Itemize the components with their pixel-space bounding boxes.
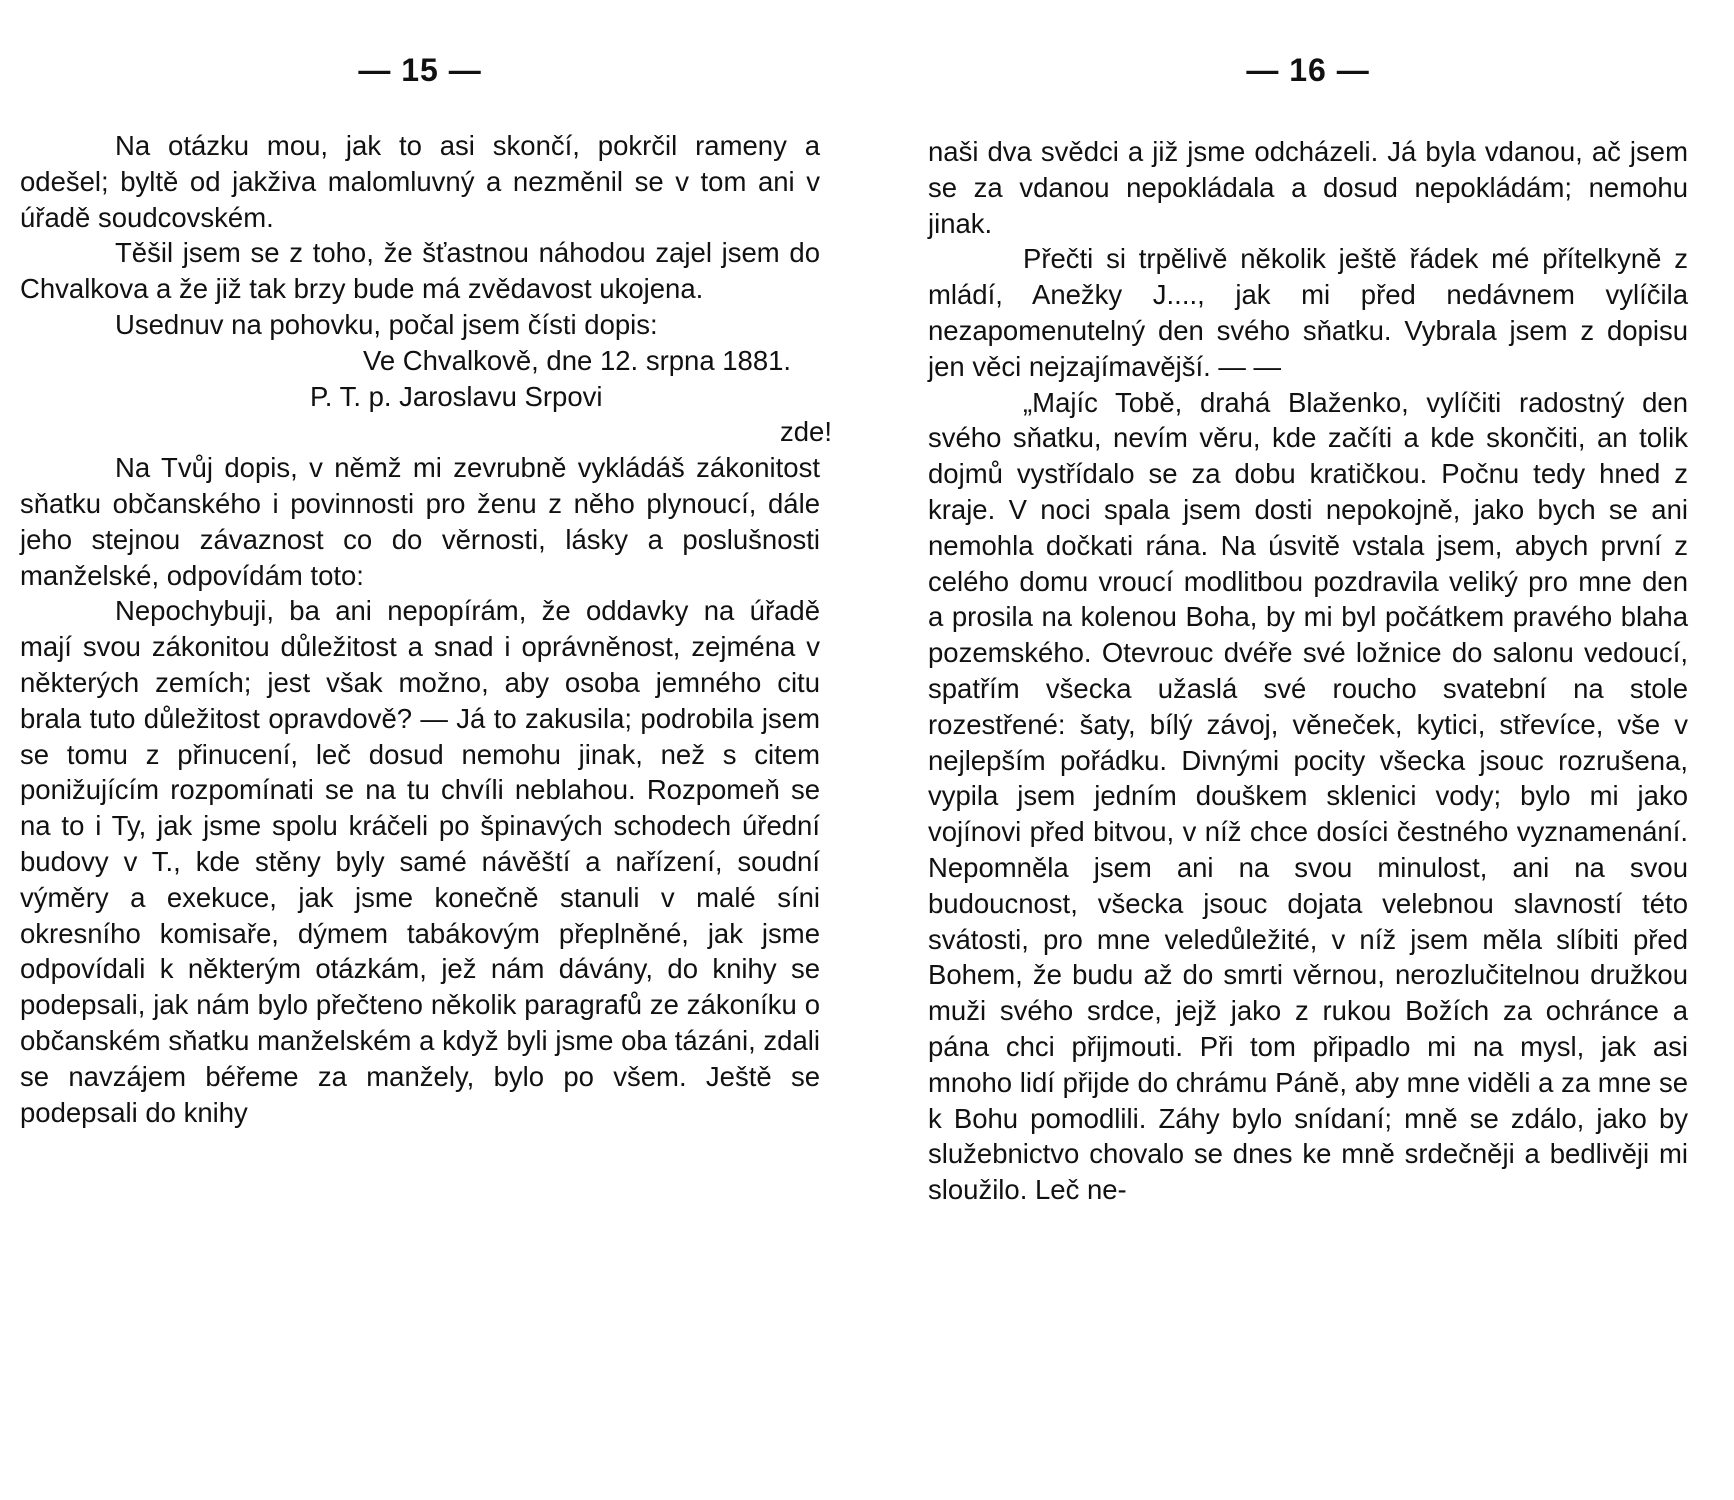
paragraph: Těšil jsem se z toho, že šťastnou náhodou zajel jsem do Chvalkova a že již tak brzy bude má zvědavost ukojena. [20, 237, 820, 305]
right-page [928, 0, 1688, 1500]
left-page-body [20, 128, 832, 1130]
paragraph: Usednuv na pohovku, počal jsem čísti dopis: [115, 308, 658, 340]
paragraph: „Majíc Tobě, drahá Blaženko, vylíčiti radostný den svého sňatku, nevím věru, kde začíti a kde skončiti, an tolik dojmů vystřídalo se za dobu kratičkou. Počnu tedy hned z kraje. V noci spala jsem dosti nepokojně, jako bych se ani nemohla dočkati rána. Na úsvitě vstala jsem, abych první z celého domu vroucí modlitbou pozdravila veliký pro mne den a prosila na kolenou Boha, by mi byl počátkem pravého blaha pozemského. Otevrouc dvéře své ložnice do salonu vedoucí, spatřím všecka užaslá své roucho svatební na stole rozestřené: šaty, bílý závoj, věneček, kytici, střevíce, vše v nejlepším pořádku. Divnými pocity všecka jsouc rozrušena, vypila jsem jedním douškem sklenici vody; bylo mi jako vojínovi před bitvou, v níž chce dosíci čestného vyznamenání. Nepomněla jsem ani na svou minulost, ani na svou budoucnost, všecka jsouc dojata velebnou slavností této svátosti, pro mne veledůležité, v níž jsem měla slíbiti před Bohem, že budu až do smrti věrnou, nerozlučitelnou družkou muži svého srdce, jejž jako z rukou Božích za ochránce a pána chci přijmouti. Při tom připadlo mi na mysl, jak asi mnoho lidí přijde do chrámu Páně, aby mne viděli a za mne se k Bohu pomodlili. Záhy bylo snídaní; mně se zdálo, jako by služebnictvo chovalo se dnes ke mně srdečněji a bedlivěji mi sloužilo. Leč ne- [928, 386, 1688, 1206]
right-page-body [928, 134, 1688, 1208]
paragraph: Přečti si trpělivě několik ještě řádek mé přítelkyně z mládí, Anežky J...., jak mi před nedávnem vylíčila nezapomenutelný den svého sňatku. Vybrala jsem z dopisu jen věci nejzajímavější. — — [928, 243, 1688, 382]
page-number-left: — 15 — [358, 52, 482, 88]
letter-date: Ve Chvalkově, dne 12. srpna 1881. [363, 344, 792, 376]
letter-place: zde! [780, 416, 832, 448]
left-page [20, 0, 832, 1500]
paragraph: Na otázku mou, jak to asi skončí, pokrčil rameny a odešel; byltě od jakživa malomluvný a nezměnil se v tom ani v úřadě soudcovském. [20, 130, 820, 233]
paragraph: naši dva svědci a již jsme odcházeli. Já byla vdanou, ač jsem se za vdanou nepokládala a dosud nepokládám; nemohu jinak. [928, 136, 1688, 239]
letter-paragraph: Na Tvůj dopis, v němž mi zevrubně vykládáš zákonitost sňatku občanského i povinnosti pro ženu z něho plynoucí, dále jeho stejnou závaznost co do věrnosti, lásky a poslušnosti manželské, odpovídám toto: [20, 452, 820, 591]
page-number-right: — 16 — [1246, 52, 1370, 88]
letter-recipient: P. T. p. Jaroslavu Srpovi [310, 380, 603, 412]
letter-paragraph: Nepochybuji, ba ani nepopírám, že oddavky na úřadě mají svou zákonitou důležitost a snad i oprávněnost, zejména v některých zemích; jest však možno, aby osoba jemného citu brala tuto důležitost opravdově? — Já to zakusila; podrobila jsem se tomu z přinucení, leč dosud nemohu jinak, než s citem ponižujícím rozpomínati se na tu chvíli neblahou. Rozpomeň se na to i Ty, jak jsme spolu kráčeli po špinavých schodech úřední budovy v T., kde stěny byly samé návěští a nařízení, soudní výměry a exekuce, jak jsme konečně stanuli v malé síni okresního komisaře, dýmem tabákovým přeplněné, jak jsme odpovídali k některým otázkám, jež nám dávány, do knihy se podepsali, jak nám bylo přečteno několik paragrafů ze zákoníku o občanském sňatku manželském a když byli jsme oba tázáni, zdali se navzájem béřeme za manžely, bylo po všem. Ještě se podepsali do knihy [20, 595, 820, 1128]
